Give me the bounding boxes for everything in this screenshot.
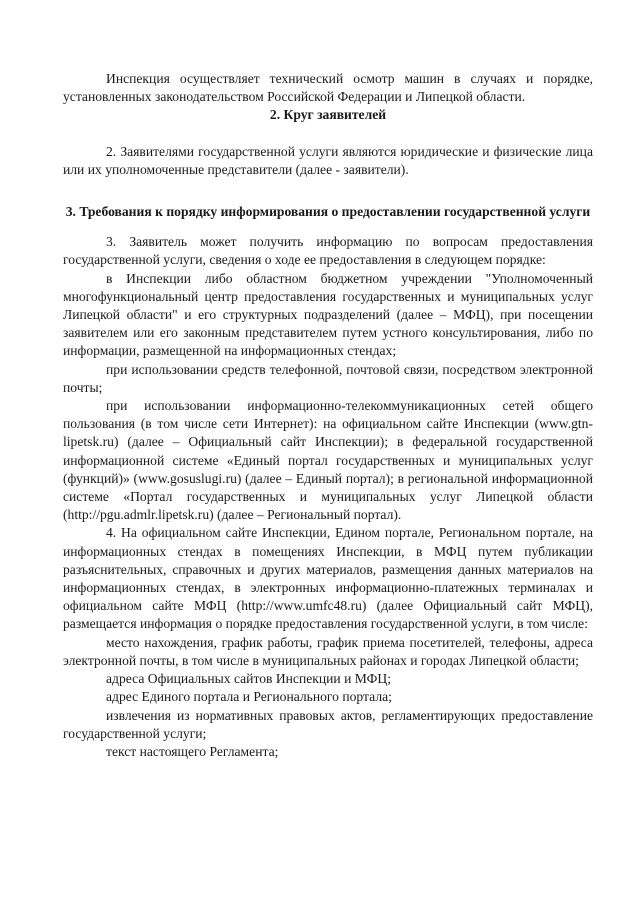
paragraph-2: 2. Заявителями государственной услуги являются юридические и физические лица или их уполномоченные представители (далее - заявители). bbox=[63, 143, 593, 177]
paragraph-4b: адреса Официальных сайтов Инспекции и МФЦ; bbox=[106, 671, 391, 687]
paragraph-intro: Инспекция осуществляет технический осмотр машин в случаях и порядке, установленных законодательством Российской Федерации и Липецкой области. bbox=[63, 71, 593, 105]
paragraph-3: 3. Заявитель может получить информацию по вопросам предоставления государственной услуги, сведения о ходе ее предоставления в следующем порядке: bbox=[63, 234, 593, 268]
spacer bbox=[63, 125, 593, 143]
paragraph-3b: при использовании средств телефонной, почтовой связи, посредством электронной почты; bbox=[63, 361, 593, 395]
paragraph-3c: при использовании информационно-телекоммуникационных сетей общего пользования (в том числе сети Интернет): на официальном сайте Инспекции (www.gtn-lipetsk.ru) (далее – Официальный сайт Инспекции); в федеральной государственной информационной системе «Единый портал государственных и муниципальных услуг (функций)» (www.gosuslugi.ru) (далее – Единый портал); в региональной информационной системе «Портал государственных и муниципальных услуг Липецкой области (http://pgu.admlr.lipetsk.ru) (далее – Региональный портал). bbox=[63, 398, 593, 523]
paragraph-4d: извлечения из нормативных правовых актов, регламентирующих предоставление государственной услуги; bbox=[63, 707, 593, 741]
heading-section-3: 3. Требования к порядку информирования о предоставлении государственной услуги bbox=[65, 204, 591, 220]
paragraph-3a: в Инспекции либо областном бюджетном учреждении "Уполномоченный многофункциональный центр предоставления государственных и муниципальных услуг Липецкой области" и его структурных подразделений (далее – МФЦ), при посещении заявителем или его законным представителем путем устного консультирования, либо по информации, размещенной на информационных стендах; bbox=[63, 270, 593, 359]
heading-section-2: 2. Круг заявителей bbox=[269, 107, 387, 123]
paragraph-4e: текст настоящего Регламента; bbox=[106, 743, 279, 759]
paragraph-4: 4. На официальном сайте Инспекции, Едином портале, Региональном портале, на информационных стендах в помещениях Инспекции, в МФЦ путем публикации разъяснительных, справочных и других материалов, размещения данных материалов на информационных стендах, в электронных информационно-платежных терминалах и официальном сайте МФЦ (http://www.umfc48.ru) (далее Официальный сайт МФЦ), размещается информация о порядке предоставления государственной услуги, в том числе: bbox=[63, 525, 593, 632]
paragraph-4a: место нахождения, график работы, график приема посетителей, телефоны, адреса электронной почты, в том числе в муниципальных районах и городах Липецкой области; bbox=[63, 634, 593, 668]
paragraph-4c: адрес Единого портала и Регионального портала; bbox=[106, 689, 392, 705]
spacer bbox=[63, 179, 593, 203]
document-page bbox=[63, 70, 593, 761]
spacer bbox=[63, 221, 593, 233]
